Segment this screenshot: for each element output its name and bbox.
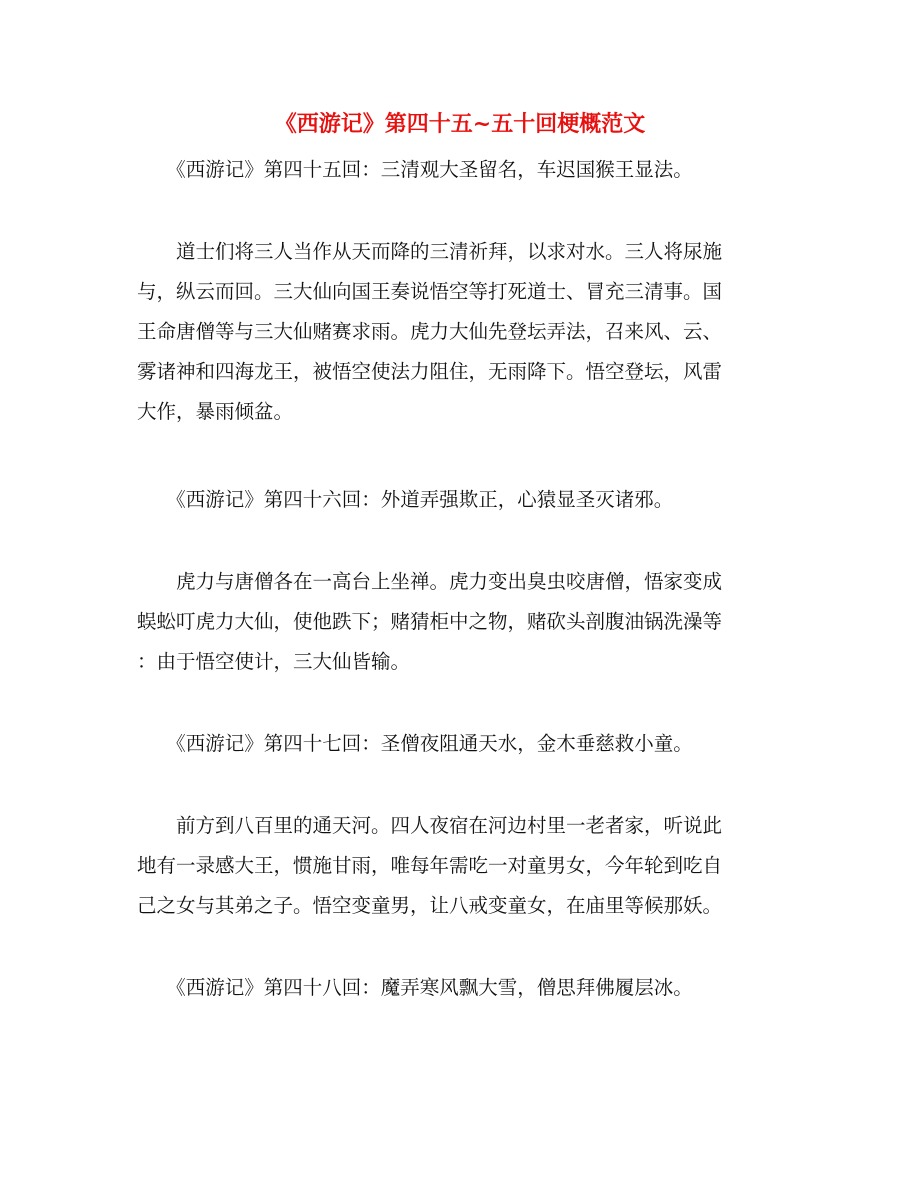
chapter-45-summary: 道士们将三人当作从天而降的三清祈拜，以求对水。三人将尿施 与，纵云而回。三大仙向国王奏说悟空等打死道士、冒充三清事。国 王命唐僧等与三大仙赌赛求雨。虎力大仙先登坛弄法，召来风、云、 雾诸神和四海龙王，被悟空使法力阻住，无雨降下。悟空登坛，风雷 大作，暴雨倾盆。	[137, 240, 723, 423]
chapter-47-summary: 前方到八百里的通天河。四人夜宿在河边村里一老者家，听说此 地有一录感大王，惯施甘雨，唯每年需吃一对童男女，今年轮到吃自 己之女与其弟之子。悟空变童男，让八戒变童女，在庙里等候那妖。	[137, 814, 723, 917]
chapter-48-heading: 《西游记》第四十八回：魔弄寒风飘大雪，僧思拜佛履层冰。	[137, 976, 693, 999]
chapter-46-summary: 虎力与唐僧各在一高台上坐禅。虎力变出臭虫咬唐僧，悟家变成 蜈蚣叮虎力大仙，使他跌下；赌猜柜中之物，赌砍头剖腹油锅洗澡等 ：由于悟空使计，三大仙皆输。	[137, 570, 723, 673]
chapter-45-heading: 《西游记》第四十五回：三清观大圣留名，车迟国猴王显法。	[137, 158, 693, 181]
chapter-47-heading: 《西游记》第四十七回：圣僧夜阻通天水，金木垂慈救小童。	[137, 732, 693, 755]
document-title: 《西游记》第四十五~五十回梗概范文	[274, 111, 646, 137]
chapter-46-heading: 《西游记》第四十六回：外道弄强欺正，心猿显圣灭诸邪。	[137, 488, 674, 511]
